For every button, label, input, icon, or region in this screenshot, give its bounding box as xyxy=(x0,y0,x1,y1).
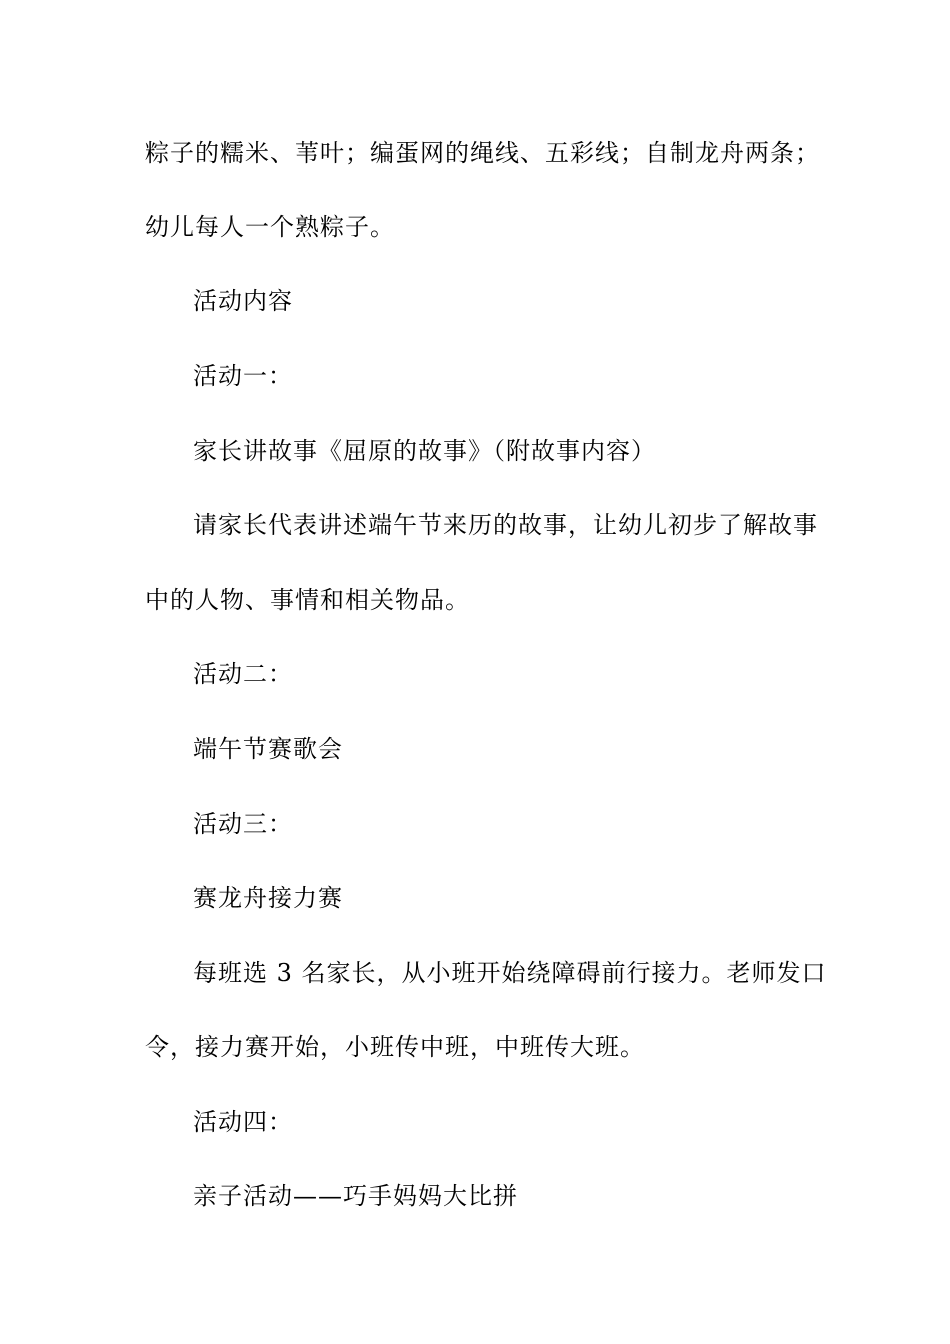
activity-three-description-line-2: 令，接力赛开始，小班传中班，中班传大班。 xyxy=(145,1033,645,1061)
activity-one-title: 家长讲故事《屈原的故事》（附故事内容） xyxy=(193,437,656,465)
activity-one-heading: 活动一： xyxy=(193,362,293,390)
materials-line-2: 幼儿每人一个熟粽子。 xyxy=(145,213,395,241)
activity-three-description-line-1: 每班选 3 名家长，从小班开始绕障碍前行接力。老师发口 xyxy=(193,959,827,987)
materials-line-1: 粽子的糯米、苇叶；编蛋网的绳线、五彩线；自制龙舟两条； xyxy=(145,139,820,167)
activity-four-heading: 活动四： xyxy=(193,1108,293,1136)
activity-three-heading: 活动三： xyxy=(193,810,293,838)
activity-two-title: 端午节赛歌会 xyxy=(193,735,343,763)
activity-one-description-line-2: 中的人物、事情和相关物品。 xyxy=(145,586,470,614)
activity-one-description-line-1: 请家长代表讲述端午节来历的故事，让幼儿初步了解故事 xyxy=(193,511,818,539)
activity-four-title: 亲子活动——巧手妈妈大比拼 xyxy=(193,1182,518,1210)
activity-three-title: 赛龙舟接力赛 xyxy=(193,884,343,912)
section-heading-activity-content: 活动内容 xyxy=(193,287,293,315)
activity-two-heading: 活动二： xyxy=(193,660,293,688)
